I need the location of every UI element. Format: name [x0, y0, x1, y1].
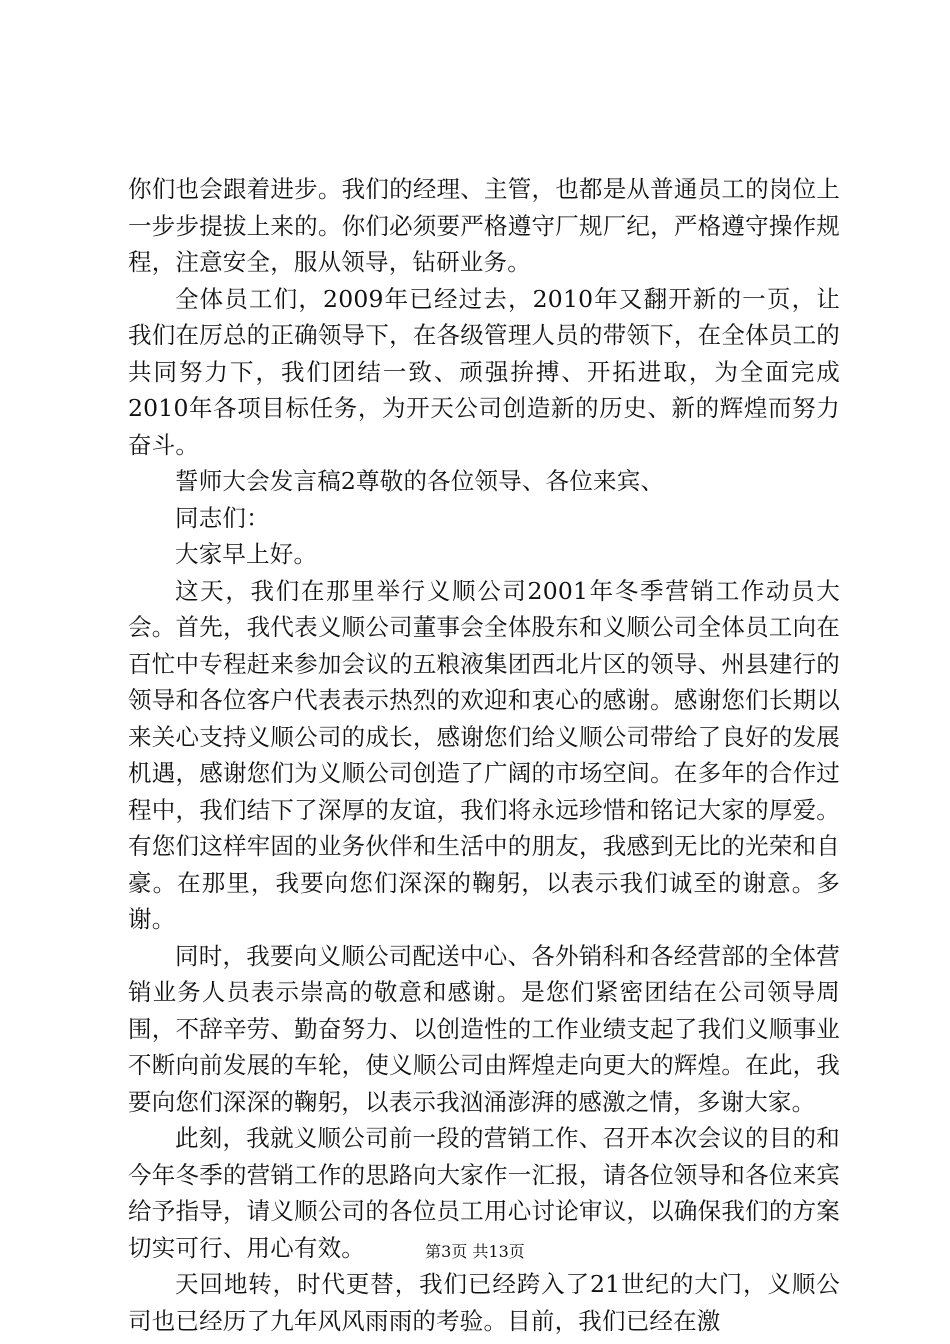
paragraph-greeting: 大家早上好。	[175, 540, 318, 568]
paragraph-closing-call: 全体员工们，2009年已经过去，2010年又翻开新的一页，让我们在厉总的正确领导下，在各级管理人员的带领下，在全体员工的共同努力下，我们团结一致、顽强拚搏、开拓进取，为全面完成2010年各项目标任务，为开天公司创造新的历史、新的辉煌而努力奋斗。	[128, 284, 840, 459]
paragraph-continuation: 你们也会跟着进步。我们的经理、主管，也都是从普通员工的岗位上一步步提拔上来的。你们必须要严格遵守厂规厂纪，严格遵守操作规程，注意安全，服从领导，钻研业务。	[128, 175, 840, 276]
paragraph-salutation: 同志们：	[175, 503, 270, 532]
paragraph-new-century: 天回地转，时代更替，我们已经跨入了21世纪的大门，义顺公司也已经历了九年风风雨雨的考验。目前，我们已经在激	[128, 1270, 840, 1335]
paragraph-report-intro: 此刻，我就义顺公司前一段的营销工作、召开本次会议的目的和今年冬季的营销工作的思路向大家作一汇报，请各位领导和各位来宾给予指导，请义顺公司的各位员工用心讨论审议，以确保我们的方案切实可行、用心有效。	[128, 1124, 840, 1262]
paragraph-welcome: 这天，我们在那里举行义顺公司2001年冬季营销工作动员大会。首先，我代表义顺公司董事会全体股东和义顺公司全体员工向在百忙中专程赶来参加会议的五粮液集团西北片区的领导、州县建行的领导和各位客户代表表示热烈的欢迎和衷心的感谢。感谢您们长期以来关心支持义顺公司的成长，感谢您们给义顺公司带给了良好的发展机遇，感谢您们为义顺公司创造了广阔的市场空间。在多年的合作过程中，我们结下了深厚的友谊，我们将永远珍惜和铭记大家的厚爱。有您们这样牢固的业务伙伴和生活中的朋友，我感到无比的光荣和自豪。在那里，我要向您们深深的鞠躬，以表示我们诚至的谢意。多谢。	[128, 576, 840, 933]
paragraph-speech-title: 誓师大会发言稿2尊敬的各位领导、各位来宾、	[175, 467, 665, 495]
paragraph-thanks-staff: 同时，我要向义顺公司配送中心、各外销科和各经营部的全体营销业务人员表示崇高的敬意和感谢。是您们紧密团结在公司领导周围，不辞辛劳、勤奋努力、以创造性的工作业绩支起了我们义顺事业不断向前发展的车轮，使义顺公司由辉煌走向更大的辉煌。在此，我要向您们深深的鞠躬，以表示我汹涌澎湃的感激之情，多谢大家。	[128, 941, 840, 1116]
document-body	[128, 171, 840, 1339]
page-number-footer: 第3页 共13页	[425, 1242, 525, 1261]
